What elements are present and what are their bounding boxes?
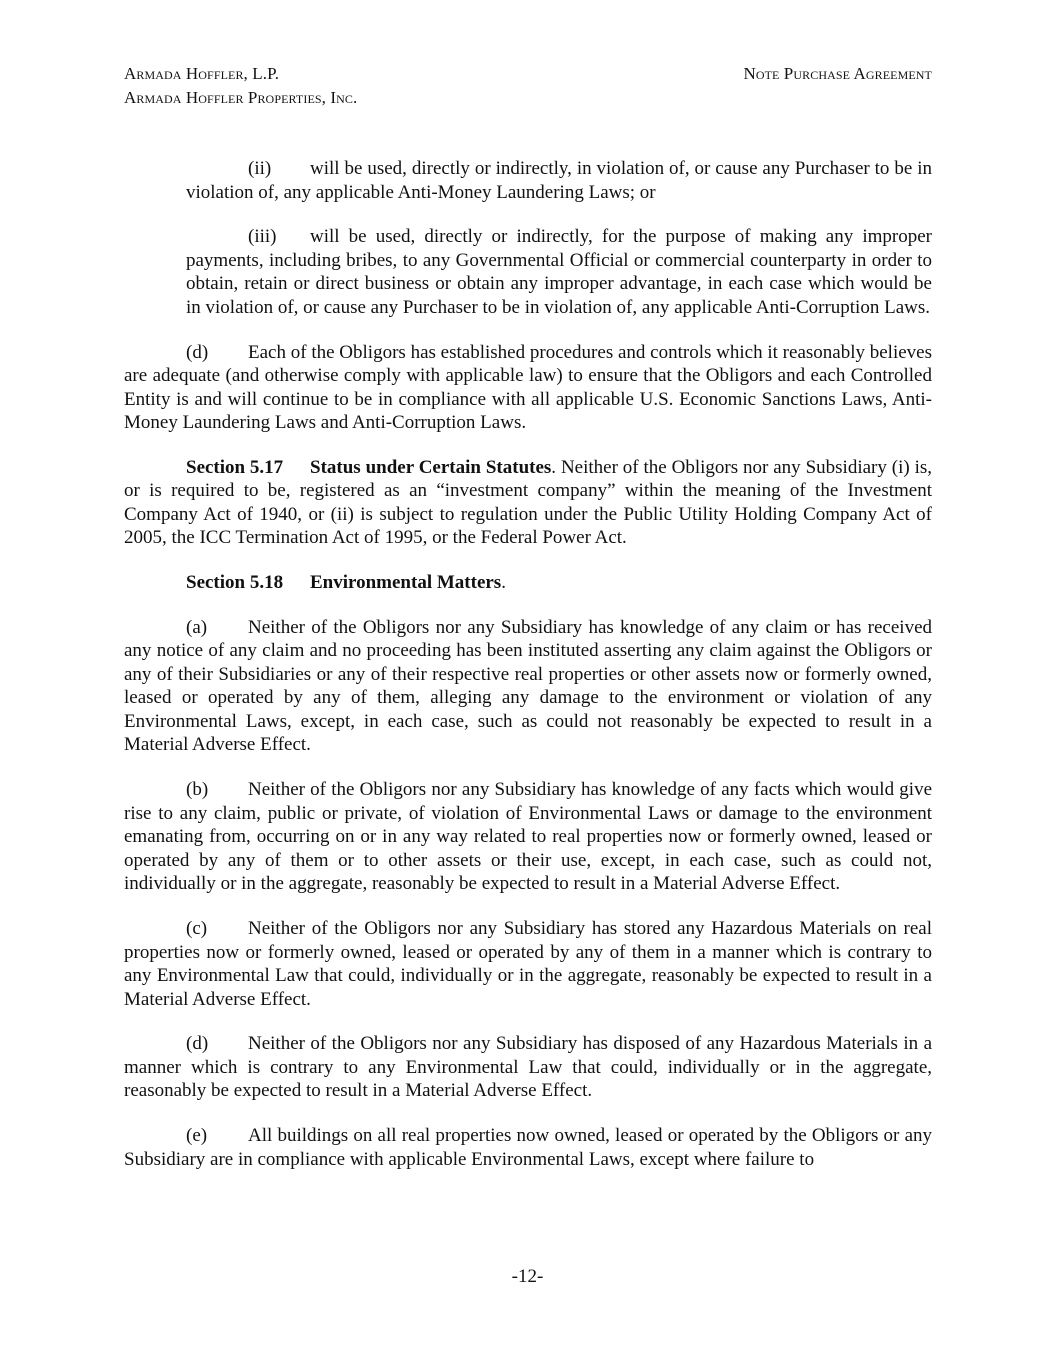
clause-text: Neither of the Obligors nor any Subsidiary has stored any Hazardous Materials on real properties now or formerly owned, leased or operated by any of them in a manner which is contrary to any Environmental Law that could, individually or in the aggregate, reasonably be expected to result in a Material Adverse Effect. [124, 918, 932, 1010]
section-number: Section 5.17 [186, 456, 284, 478]
document-body [124, 157, 932, 1192]
section-text: . Neither of the Obligors nor any Subsidiary (i) is, or is required to be, registered as an “investment company” within the meaning of the Investment Company Act of 1940, or (ii) is subject to regulation under the Public Utility Holding Company Act of 2005, the ICC Termination Act of 1995, or the Federal Power Act. [124, 456, 933, 549]
clause-label: (b) [186, 779, 209, 801]
header-left [124, 62, 357, 109]
clause-env-b [124, 778, 932, 896]
section-text: . [501, 572, 506, 594]
clause-text: Neither of the Obligors nor any Subsidiary has disposed of any Hazardous Materials in a manner which is contrary to any Environmental Law that could, individually or in the aggregate, reasonably be expected to result in a Material Adverse Effect. [124, 1033, 932, 1102]
running-header [124, 62, 932, 109]
clause-c-ii [186, 157, 932, 204]
header-right [743, 62, 932, 86]
clause-env-e [124, 1124, 932, 1171]
clause-label: (iii) [248, 226, 277, 248]
header-company-2: Armada Hoffler Properties, Inc. [124, 87, 358, 107]
clause-label: (d) [186, 1033, 209, 1055]
clause-c-iii [186, 225, 932, 319]
page-header-region [124, 62, 932, 109]
header-company-1: Armada Hoffler, L.P. [124, 64, 280, 83]
clause-env-c [124, 917, 932, 1011]
clause-label: (e) [186, 1125, 208, 1147]
section-title: Status under Certain Statutes [310, 456, 552, 478]
clause-text: will be used, directly or indirectly, in violation of, or cause any Purchaser to be in violation of, any applicable Anti-Money Laundering Laws; or [186, 158, 932, 203]
clause-text: will be used, directly or indirectly, for the purpose of making any improper payments, including bribes, to any Governmental Official or commercial counterparty in order to obtain, retain or direct business or obtain any improper advantage, in each case which would be in violation of, or cause any Purchaser to be in violation of, any applicable Anti-Corruption Laws. [186, 226, 932, 318]
clause-label: (c) [186, 918, 208, 940]
clause-env-a [124, 616, 932, 757]
clause-text: Neither of the Obligors nor any Subsidiary has knowledge of any facts which would give rise to any claim, public or private, of violation of Environmental Laws or damage to the environment emanating from, occurring on or in any way related to real properties now or formerly owned, leased or operated by any of them or to other assets or their use, except, in each case, such as could not, individually or in the aggregate, reasonably be expected to result in a Material Adverse Effect. [124, 779, 932, 895]
clause-text: Each of the Obligors has established procedures and controls which it reasonably believes are adequate (and otherwise comply with applicable law) to ensure that the Obligors and each Controlled Entity is and will continue to be in compliance with all applicable U.S. Economic Sanctions Laws, Anti-Money Laundering Laws and Anti-Corruption Laws. [124, 341, 932, 434]
clause-label: (d) [186, 341, 209, 363]
clause-text: All buildings on all real properties now owned, leased or operated by the Obligors or any Subsidiary are in compliance with applicable Environmental Laws, except where failure to [124, 1125, 932, 1170]
section-title: Environmental Matters [310, 572, 502, 594]
section-5-18 [124, 571, 932, 595]
section-number: Section 5.18 [186, 572, 284, 594]
section-5-17 [124, 456, 932, 550]
page-number: -12- [511, 1266, 544, 1287]
clause-label: (a) [186, 616, 208, 638]
clause-label: (ii) [248, 158, 272, 179]
clause-env-d [124, 1032, 932, 1103]
clause-text: Neither of the Obligors nor any Subsidiary has knowledge of any claim or has received any notice of any claim and no proceeding has been instituted asserting any claim against the Obligors or any of their Subsidiaries or any of their respective real properties or other assets now or formerly owned, leased or operated by any of them, alleging any damage to the environment or violation of any Environmental Laws, except, in each case, such as could not reasonably be expected to result in a Material Adverse Effect. [124, 616, 932, 756]
header-document-title: Note Purchase Agreement [743, 64, 932, 83]
clause-d [124, 341, 932, 435]
